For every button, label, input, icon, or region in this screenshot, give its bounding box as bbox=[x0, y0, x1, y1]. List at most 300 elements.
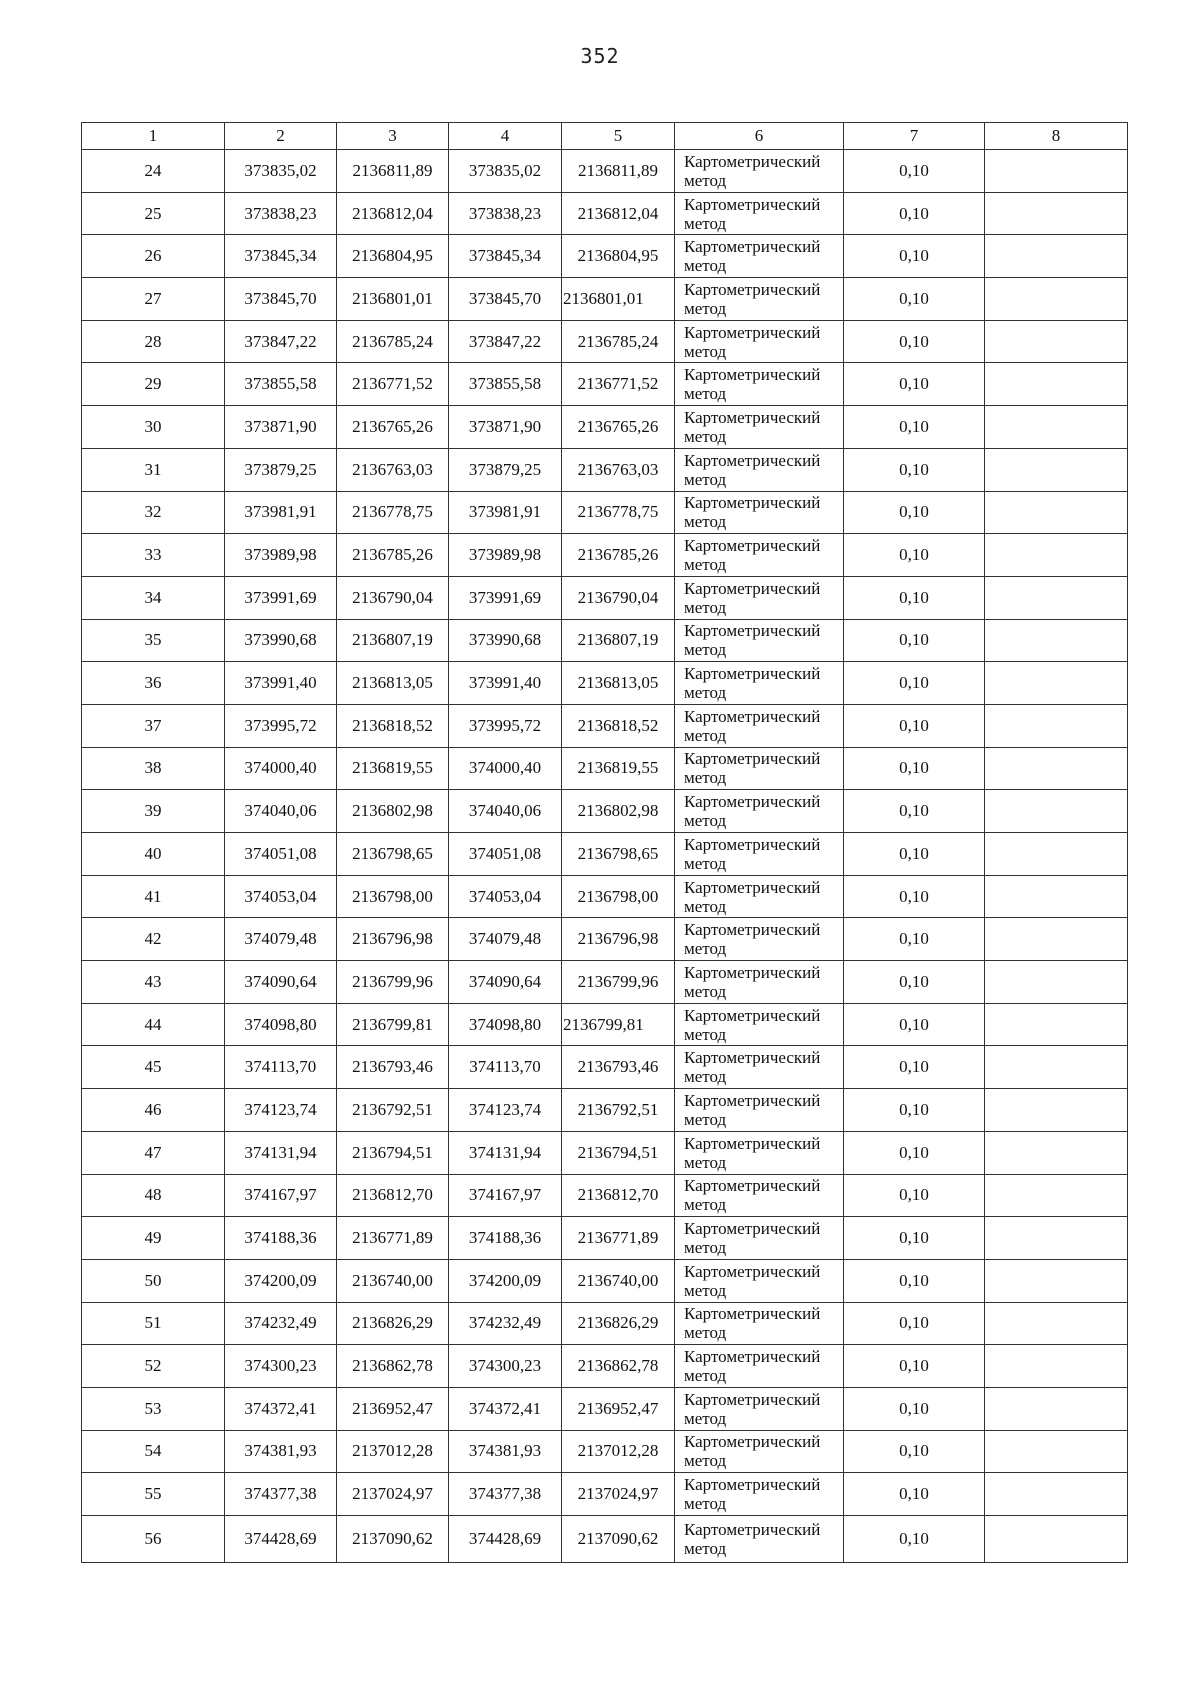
accuracy-cell: 0,10 bbox=[844, 619, 985, 662]
note-cell bbox=[985, 192, 1128, 235]
method-line-2: метод bbox=[684, 1323, 727, 1343]
y-existing-cell: 2136771,52 bbox=[337, 363, 449, 406]
accuracy-cell: 0,10 bbox=[844, 1387, 985, 1430]
table-row bbox=[82, 363, 1128, 406]
method-line-2: метод bbox=[684, 768, 727, 788]
table-row bbox=[82, 619, 1128, 662]
method-line-1: Картометрический bbox=[684, 1347, 821, 1367]
x-refined-cell: 373847,22 bbox=[449, 320, 562, 363]
method-cell bbox=[675, 918, 844, 961]
table-row bbox=[82, 534, 1128, 577]
y-existing-cell: 2137024,97 bbox=[337, 1473, 449, 1516]
y-refined-cell: 2136796,98 bbox=[562, 918, 675, 961]
method-line-1: Картометрический bbox=[684, 877, 821, 897]
x-refined-cell: 374123,74 bbox=[449, 1089, 562, 1132]
method-cell bbox=[675, 747, 844, 790]
y-refined-cell: 2136952,47 bbox=[562, 1387, 675, 1430]
point-number-cell: 56 bbox=[82, 1516, 225, 1563]
x-existing-cell: 374300,23 bbox=[225, 1345, 337, 1388]
method-cell bbox=[675, 1302, 844, 1345]
y-existing-cell: 2136794,51 bbox=[337, 1131, 449, 1174]
method-cell bbox=[675, 150, 844, 193]
accuracy-cell: 0,10 bbox=[844, 192, 985, 235]
method-cell bbox=[675, 1387, 844, 1430]
point-number-cell: 35 bbox=[82, 619, 225, 662]
header-col-8: 8 bbox=[985, 123, 1128, 150]
x-refined-cell: 374090,64 bbox=[449, 961, 562, 1004]
x-refined-cell: 373845,70 bbox=[449, 278, 562, 321]
table-row bbox=[82, 1003, 1128, 1046]
y-refined-cell: 2136812,70 bbox=[562, 1174, 675, 1217]
x-refined-cell: 374040,06 bbox=[449, 790, 562, 833]
header-col-2: 2 bbox=[225, 123, 337, 150]
y-existing-cell: 2136807,19 bbox=[337, 619, 449, 662]
x-existing-cell: 374381,93 bbox=[225, 1430, 337, 1473]
x-existing-cell: 374200,09 bbox=[225, 1259, 337, 1302]
method-cell bbox=[675, 1089, 844, 1132]
point-number-cell: 52 bbox=[82, 1345, 225, 1388]
method-cell bbox=[675, 363, 844, 406]
accuracy-cell: 0,10 bbox=[844, 1259, 985, 1302]
method-cell bbox=[675, 833, 844, 876]
x-existing-cell: 373855,58 bbox=[225, 363, 337, 406]
table-row bbox=[82, 406, 1128, 449]
note-cell bbox=[985, 747, 1128, 790]
y-existing-cell: 2136812,04 bbox=[337, 192, 449, 235]
method-line-2: метод bbox=[684, 939, 727, 959]
method-line-2: метод bbox=[684, 1451, 727, 1471]
note-cell bbox=[985, 406, 1128, 449]
y-existing-cell: 2136952,47 bbox=[337, 1387, 449, 1430]
table-row bbox=[82, 833, 1128, 876]
y-refined-cell: 2136802,98 bbox=[562, 790, 675, 833]
x-existing-cell: 374051,08 bbox=[225, 833, 337, 876]
table-row bbox=[82, 1387, 1128, 1430]
x-refined-cell: 374079,48 bbox=[449, 918, 562, 961]
y-refined-cell: 2137024,97 bbox=[562, 1473, 675, 1516]
method-line-2: метод bbox=[684, 341, 727, 361]
method-line-1: Картометрический bbox=[684, 621, 821, 641]
table-row bbox=[82, 1217, 1128, 1260]
y-refined-cell: 2136801,01 bbox=[562, 278, 675, 321]
x-refined-cell: 374428,69 bbox=[449, 1516, 562, 1563]
y-refined-cell: 2136790,04 bbox=[562, 576, 675, 619]
x-refined-cell: 374200,09 bbox=[449, 1259, 562, 1302]
note-cell bbox=[985, 1259, 1128, 1302]
accuracy-cell: 0,10 bbox=[844, 1131, 985, 1174]
method-line-2: метод bbox=[684, 1494, 727, 1514]
point-number-cell: 54 bbox=[82, 1430, 225, 1473]
note-cell bbox=[985, 278, 1128, 321]
method-cell bbox=[675, 704, 844, 747]
y-refined-cell: 2136807,19 bbox=[562, 619, 675, 662]
y-refined-cell: 2136793,46 bbox=[562, 1046, 675, 1089]
table-row bbox=[82, 576, 1128, 619]
point-number-cell: 55 bbox=[82, 1473, 225, 1516]
method-line-2: метод bbox=[684, 1366, 727, 1386]
y-refined-cell: 2136819,55 bbox=[562, 747, 675, 790]
method-cell bbox=[675, 534, 844, 577]
point-number-cell: 33 bbox=[82, 534, 225, 577]
table-body bbox=[82, 150, 1128, 1563]
method-line-1: Картометрический bbox=[684, 1048, 821, 1068]
x-refined-cell: 374167,97 bbox=[449, 1174, 562, 1217]
point-number-cell: 32 bbox=[82, 491, 225, 534]
header-col-7: 7 bbox=[844, 123, 985, 150]
x-refined-cell: 374053,04 bbox=[449, 875, 562, 918]
method-line-1: Картометрический bbox=[684, 322, 821, 342]
x-existing-cell: 373879,25 bbox=[225, 448, 337, 491]
table-row bbox=[82, 1516, 1128, 1563]
method-line-2: метод bbox=[684, 170, 727, 190]
method-line-2: метод bbox=[684, 1280, 727, 1300]
y-existing-cell: 2136802,98 bbox=[337, 790, 449, 833]
table-row bbox=[82, 1302, 1128, 1345]
point-number-cell: 42 bbox=[82, 918, 225, 961]
x-existing-cell: 373989,98 bbox=[225, 534, 337, 577]
y-refined-cell: 2136813,05 bbox=[562, 662, 675, 705]
x-refined-cell: 374188,36 bbox=[449, 1217, 562, 1260]
method-line-2: метод bbox=[684, 1024, 727, 1044]
y-existing-cell: 2136790,04 bbox=[337, 576, 449, 619]
y-refined-cell: 2136798,65 bbox=[562, 833, 675, 876]
y-existing-cell: 2137012,28 bbox=[337, 1430, 449, 1473]
x-refined-cell: 374113,70 bbox=[449, 1046, 562, 1089]
method-line-2: метод bbox=[684, 384, 727, 404]
method-line-2: метод bbox=[684, 853, 727, 873]
note-cell bbox=[985, 1345, 1128, 1388]
method-line-1: Картометрический bbox=[684, 1176, 821, 1196]
y-refined-cell: 2136765,26 bbox=[562, 406, 675, 449]
accuracy-cell: 0,10 bbox=[844, 918, 985, 961]
header-col-6: 6 bbox=[675, 123, 844, 150]
point-number-cell: 38 bbox=[82, 747, 225, 790]
y-refined-cell: 2136804,95 bbox=[562, 235, 675, 278]
y-existing-cell: 2136799,96 bbox=[337, 961, 449, 1004]
x-existing-cell: 374167,97 bbox=[225, 1174, 337, 1217]
header-col-1: 1 bbox=[82, 123, 225, 150]
table-row bbox=[82, 1089, 1128, 1132]
method-line-2: метод bbox=[684, 896, 727, 916]
method-line-1: Картометрический bbox=[684, 1432, 821, 1452]
y-refined-cell: 2136785,26 bbox=[562, 534, 675, 577]
x-refined-cell: 374381,93 bbox=[449, 1430, 562, 1473]
method-line-2: метод bbox=[684, 298, 727, 318]
x-existing-cell: 374040,06 bbox=[225, 790, 337, 833]
method-cell bbox=[675, 1430, 844, 1473]
point-number-cell: 48 bbox=[82, 1174, 225, 1217]
y-existing-cell: 2136818,52 bbox=[337, 704, 449, 747]
method-cell bbox=[675, 1259, 844, 1302]
y-existing-cell: 2136801,01 bbox=[337, 278, 449, 321]
x-refined-cell: 373835,02 bbox=[449, 150, 562, 193]
method-cell bbox=[675, 576, 844, 619]
y-existing-cell: 2136740,00 bbox=[337, 1259, 449, 1302]
y-existing-cell: 2136785,24 bbox=[337, 320, 449, 363]
method-line-1: Картометрический bbox=[684, 920, 821, 940]
x-existing-cell: 373991,69 bbox=[225, 576, 337, 619]
accuracy-cell: 0,10 bbox=[844, 576, 985, 619]
y-existing-cell: 2136812,70 bbox=[337, 1174, 449, 1217]
x-refined-cell: 374098,80 bbox=[449, 1003, 562, 1046]
note-cell bbox=[985, 875, 1128, 918]
x-refined-cell: 374232,49 bbox=[449, 1302, 562, 1345]
method-line-1: Картометрический bbox=[684, 237, 821, 257]
method-line-2: метод bbox=[684, 213, 727, 233]
point-number-cell: 34 bbox=[82, 576, 225, 619]
table-row bbox=[82, 961, 1128, 1004]
accuracy-cell: 0,10 bbox=[844, 320, 985, 363]
method-cell bbox=[675, 1217, 844, 1260]
y-refined-cell: 2136794,51 bbox=[562, 1131, 675, 1174]
y-refined-cell: 2136812,04 bbox=[562, 192, 675, 235]
y-existing-cell: 2136765,26 bbox=[337, 406, 449, 449]
y-refined-cell: 2136862,78 bbox=[562, 1345, 675, 1388]
y-existing-cell: 2136819,55 bbox=[337, 747, 449, 790]
accuracy-cell: 0,10 bbox=[844, 491, 985, 534]
x-existing-cell: 373845,34 bbox=[225, 235, 337, 278]
note-cell bbox=[985, 1174, 1128, 1217]
x-refined-cell: 373838,23 bbox=[449, 192, 562, 235]
table-row bbox=[82, 918, 1128, 961]
method-line-2: метод bbox=[684, 981, 727, 1001]
method-cell bbox=[675, 491, 844, 534]
note-cell bbox=[985, 662, 1128, 705]
method-cell bbox=[675, 619, 844, 662]
method-line-1: Картометрический bbox=[684, 1219, 821, 1239]
method-line-1: Картометрический bbox=[684, 792, 821, 812]
method-line-1: Картометрический bbox=[684, 1133, 821, 1153]
x-refined-cell: 373981,91 bbox=[449, 491, 562, 534]
x-existing-cell: 374079,48 bbox=[225, 918, 337, 961]
note-cell bbox=[985, 491, 1128, 534]
x-existing-cell: 374000,40 bbox=[225, 747, 337, 790]
note-cell bbox=[985, 790, 1128, 833]
header-col-5: 5 bbox=[562, 123, 675, 150]
page-number: 352 bbox=[580, 44, 620, 68]
accuracy-cell: 0,10 bbox=[844, 833, 985, 876]
method-line-1: Картометрический bbox=[684, 1304, 821, 1324]
accuracy-cell: 0,10 bbox=[844, 961, 985, 1004]
method-cell bbox=[675, 406, 844, 449]
x-refined-cell: 373879,25 bbox=[449, 448, 562, 491]
method-cell bbox=[675, 192, 844, 235]
x-existing-cell: 373995,72 bbox=[225, 704, 337, 747]
y-existing-cell: 2136862,78 bbox=[337, 1345, 449, 1388]
x-refined-cell: 373991,40 bbox=[449, 662, 562, 705]
accuracy-cell: 0,10 bbox=[844, 534, 985, 577]
method-cell bbox=[675, 1516, 844, 1563]
x-refined-cell: 374000,40 bbox=[449, 747, 562, 790]
header-col-4: 4 bbox=[449, 123, 562, 150]
method-line-2: метод bbox=[684, 1109, 727, 1129]
method-line-2: метод bbox=[684, 1408, 727, 1428]
method-line-1: Картометрический bbox=[684, 664, 821, 684]
point-number-cell: 47 bbox=[82, 1131, 225, 1174]
y-refined-cell: 2136798,00 bbox=[562, 875, 675, 918]
x-existing-cell: 373845,70 bbox=[225, 278, 337, 321]
x-refined-cell: 373991,69 bbox=[449, 576, 562, 619]
table-row bbox=[82, 491, 1128, 534]
y-refined-cell: 2136740,00 bbox=[562, 1259, 675, 1302]
point-number-cell: 36 bbox=[82, 662, 225, 705]
y-existing-cell: 2136796,98 bbox=[337, 918, 449, 961]
note-cell bbox=[985, 150, 1128, 193]
point-number-cell: 51 bbox=[82, 1302, 225, 1345]
y-existing-cell: 2136793,46 bbox=[337, 1046, 449, 1089]
note-cell bbox=[985, 918, 1128, 961]
table-row bbox=[82, 662, 1128, 705]
point-number-cell: 43 bbox=[82, 961, 225, 1004]
method-line-1: Картометрический bbox=[684, 578, 821, 598]
y-refined-cell: 2136799,81 bbox=[562, 1003, 675, 1046]
note-cell bbox=[985, 1302, 1128, 1345]
x-existing-cell: 374232,49 bbox=[225, 1302, 337, 1345]
x-existing-cell: 373981,91 bbox=[225, 491, 337, 534]
y-refined-cell: 2136792,51 bbox=[562, 1089, 675, 1132]
method-cell bbox=[675, 790, 844, 833]
x-existing-cell: 374090,64 bbox=[225, 961, 337, 1004]
method-line-1: Картометрический bbox=[684, 834, 821, 854]
table-row bbox=[82, 1345, 1128, 1388]
x-existing-cell: 373847,22 bbox=[225, 320, 337, 363]
method-line-1: Картометрический bbox=[684, 1520, 821, 1539]
table-row bbox=[82, 192, 1128, 235]
point-number-cell: 40 bbox=[82, 833, 225, 876]
y-existing-cell: 2136826,29 bbox=[337, 1302, 449, 1345]
method-line-1: Картометрический bbox=[684, 194, 821, 214]
method-line-2: метод bbox=[684, 811, 727, 831]
point-number-cell: 50 bbox=[82, 1259, 225, 1302]
x-existing-cell: 373871,90 bbox=[225, 406, 337, 449]
method-line-1: Картометрический bbox=[684, 1261, 821, 1281]
x-refined-cell: 373845,34 bbox=[449, 235, 562, 278]
accuracy-cell: 0,10 bbox=[844, 150, 985, 193]
table-row bbox=[82, 1046, 1128, 1089]
y-refined-cell: 2137090,62 bbox=[562, 1516, 675, 1563]
x-refined-cell: 373990,68 bbox=[449, 619, 562, 662]
note-cell bbox=[985, 1003, 1128, 1046]
note-cell bbox=[985, 1217, 1128, 1260]
method-line-1: Картометрический bbox=[684, 1005, 821, 1025]
point-number-cell: 28 bbox=[82, 320, 225, 363]
accuracy-cell: 0,10 bbox=[844, 1516, 985, 1563]
y-refined-cell: 2136785,24 bbox=[562, 320, 675, 363]
x-refined-cell: 374051,08 bbox=[449, 833, 562, 876]
table-row bbox=[82, 1131, 1128, 1174]
x-existing-cell: 373835,02 bbox=[225, 150, 337, 193]
x-refined-cell: 373995,72 bbox=[449, 704, 562, 747]
y-existing-cell: 2136804,95 bbox=[337, 235, 449, 278]
table-row bbox=[82, 448, 1128, 491]
point-number-cell: 46 bbox=[82, 1089, 225, 1132]
x-existing-cell: 373990,68 bbox=[225, 619, 337, 662]
y-existing-cell: 2136798,65 bbox=[337, 833, 449, 876]
note-cell bbox=[985, 1516, 1128, 1563]
note-cell bbox=[985, 704, 1128, 747]
accuracy-cell: 0,10 bbox=[844, 1174, 985, 1217]
accuracy-cell: 0,10 bbox=[844, 448, 985, 491]
y-refined-cell: 2136771,52 bbox=[562, 363, 675, 406]
method-line-2: метод bbox=[684, 725, 727, 745]
method-cell bbox=[675, 448, 844, 491]
method-line-2: метод bbox=[684, 1067, 727, 1087]
method-line-2: метод bbox=[684, 426, 727, 446]
note-cell bbox=[985, 1387, 1128, 1430]
table-row bbox=[82, 235, 1128, 278]
x-existing-cell: 373991,40 bbox=[225, 662, 337, 705]
table-row bbox=[82, 704, 1128, 747]
method-line-1: Картометрический bbox=[684, 1389, 821, 1409]
method-line-1: Картометрический bbox=[684, 365, 821, 385]
method-cell bbox=[675, 662, 844, 705]
x-existing-cell: 374188,36 bbox=[225, 1217, 337, 1260]
point-number-cell: 53 bbox=[82, 1387, 225, 1430]
method-cell bbox=[675, 1473, 844, 1516]
accuracy-cell: 0,10 bbox=[844, 406, 985, 449]
point-number-cell: 29 bbox=[82, 363, 225, 406]
accuracy-cell: 0,10 bbox=[844, 1089, 985, 1132]
accuracy-cell: 0,10 bbox=[844, 1046, 985, 1089]
point-number-cell: 49 bbox=[82, 1217, 225, 1260]
point-number-cell: 24 bbox=[82, 150, 225, 193]
table-row bbox=[82, 278, 1128, 321]
y-existing-cell: 2136813,05 bbox=[337, 662, 449, 705]
note-cell bbox=[985, 961, 1128, 1004]
accuracy-cell: 0,10 bbox=[844, 1345, 985, 1388]
y-existing-cell: 2136778,75 bbox=[337, 491, 449, 534]
method-cell bbox=[675, 320, 844, 363]
method-cell bbox=[675, 1174, 844, 1217]
accuracy-cell: 0,10 bbox=[844, 704, 985, 747]
accuracy-cell: 0,10 bbox=[844, 1473, 985, 1516]
x-existing-cell: 374377,38 bbox=[225, 1473, 337, 1516]
y-existing-cell: 2137090,62 bbox=[337, 1516, 449, 1563]
method-cell bbox=[675, 1003, 844, 1046]
x-existing-cell: 374113,70 bbox=[225, 1046, 337, 1089]
note-cell bbox=[985, 576, 1128, 619]
x-refined-cell: 374372,41 bbox=[449, 1387, 562, 1430]
note-cell bbox=[985, 534, 1128, 577]
accuracy-cell: 0,10 bbox=[844, 875, 985, 918]
note-cell bbox=[985, 1131, 1128, 1174]
method-cell bbox=[675, 875, 844, 918]
table-row bbox=[82, 790, 1128, 833]
table-row bbox=[82, 1259, 1128, 1302]
table-row bbox=[82, 747, 1128, 790]
x-existing-cell: 374123,74 bbox=[225, 1089, 337, 1132]
table-row bbox=[82, 1430, 1128, 1473]
method-line-1: Картометрический bbox=[684, 706, 821, 726]
method-line-2: метод bbox=[684, 597, 727, 617]
accuracy-cell: 0,10 bbox=[844, 278, 985, 321]
note-cell bbox=[985, 1430, 1128, 1473]
y-existing-cell: 2136763,03 bbox=[337, 448, 449, 491]
x-existing-cell: 374372,41 bbox=[225, 1387, 337, 1430]
x-existing-cell: 374131,94 bbox=[225, 1131, 337, 1174]
table-row bbox=[82, 150, 1128, 193]
method-cell bbox=[675, 1046, 844, 1089]
method-line-1: Картометрический bbox=[684, 407, 821, 427]
x-existing-cell: 374098,80 bbox=[225, 1003, 337, 1046]
y-existing-cell: 2136771,89 bbox=[337, 1217, 449, 1260]
note-cell bbox=[985, 320, 1128, 363]
method-cell bbox=[675, 235, 844, 278]
accuracy-cell: 0,10 bbox=[844, 363, 985, 406]
x-refined-cell: 374377,38 bbox=[449, 1473, 562, 1516]
note-cell bbox=[985, 448, 1128, 491]
y-refined-cell: 2136818,52 bbox=[562, 704, 675, 747]
